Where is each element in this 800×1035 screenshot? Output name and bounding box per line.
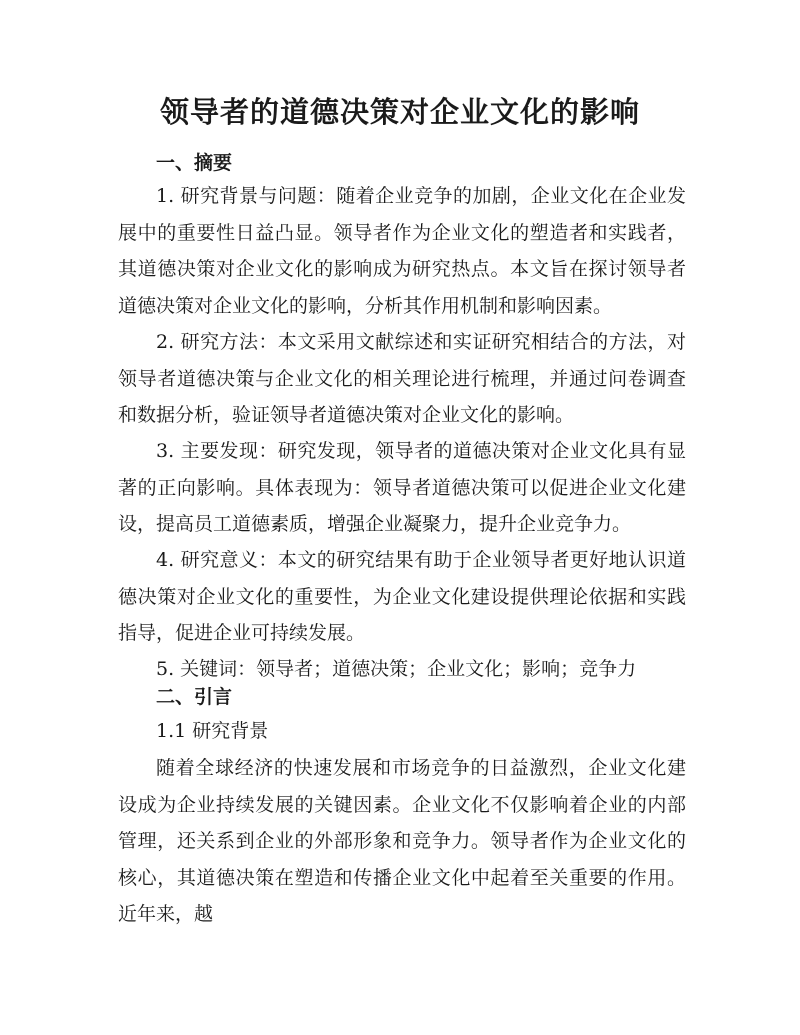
abstract-item-keywords: 5. 关键词：领导者；道德决策；企业文化；影响；竞争力 bbox=[156, 658, 637, 680]
abstract-item-significance: 4. 研究意义：本文的研究结果有助于企业领导者更好地认识道德决策对企业文化的重要性，为企业文化建设提供理论依据和实践指导，促进企业可持续发展。 bbox=[118, 549, 686, 644]
intro-paragraph: 随着全球经济的快速发展和市场竞争的日益激烈，企业文化建设成为企业持续发展的关键因素。企业文化不仅影响着企业的内部管理，还关系到企业的外部形象和竞争力。领导者作为企业文化的核心，其道德决策在塑造和传播企业文化中起着至关重要的作用。近年来，越 bbox=[118, 757, 686, 925]
document-title: 领导者的道德决策对企业文化的影响 bbox=[159, 95, 640, 129]
intro-subheading: 1.1 研究背景 bbox=[156, 720, 269, 742]
intro-heading: 二、引言 bbox=[156, 686, 233, 708]
abstract-item-method: 2. 研究方法：本文采用文献综述和实证研究相结合的方法，对领导者道德决策与企业文化的相关理论进行梳理，并通过问卷调查和数据分析，验证领导者道德决策对企业文化的影响。 bbox=[118, 331, 686, 426]
abstract-heading: 一、摘要 bbox=[156, 152, 233, 174]
abstract-item-background: 1. 研究背景与问题：随着企业竞争的加剧，企业文化在企业发展中的重要性日益凸显。领导者作为企业文化的塑造者和实践者，其道德决策对企业文化的影响成为研究热点。本文旨在探讨领导者道德决策对企业文化的影响，分析其作用机制和影响因素。 bbox=[118, 185, 686, 317]
abstract-item-findings: 3. 主要发现：研究发现，领导者的道德决策对企业文化具有显著的正向影响。具体表现为：领导者道德决策可以促进企业文化建设，提高员工道德素质，增强企业凝聚力，提升企业竞争力。 bbox=[118, 440, 686, 535]
